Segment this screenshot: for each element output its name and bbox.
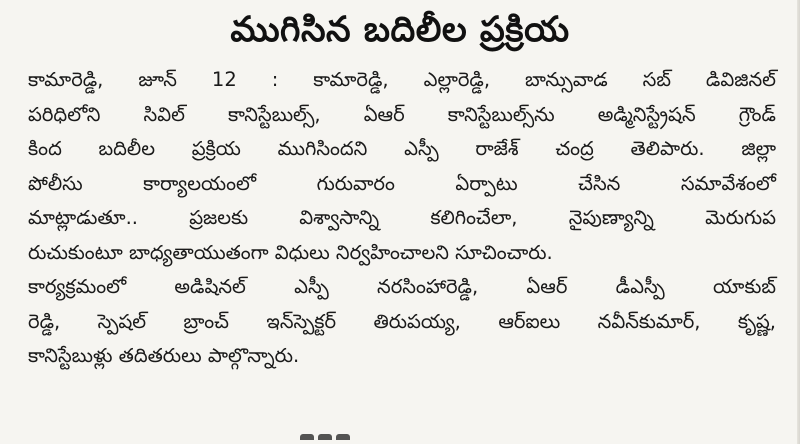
cut-off-next-article-fragment [300, 434, 420, 444]
article-headline: ముగిసిన బదిలీల ప్రక్రియ [230, 10, 570, 50]
article-line-6: రుచుకుంటూ బాధ్యతాయుతంగా విధులు నిర్వహించాలని సూచించారు. [28, 240, 553, 264]
article-line-7: కార్యక్రమంలో అడిషినల్ ఎస్పీ నరసింహారెడ్డి, ఏఆర్ డీఎస్పీ యాకుబ్ [28, 275, 776, 298]
article-line-8: రెడ్డి, స్పెషల్ బ్రాంచ్ ఇన్‌స్పెక్టర్ తిరుపయ్య, ఆర్ఐలు నవీన్‌కుమార్, కృష్ణ, [28, 309, 776, 333]
article-line-3: కింద బదిలీల ప్రక్రియ ముగిసిందని ఎస్పీ రాజేశ్ చంద్ర తెలిపారు. జిల్లా [28, 137, 776, 160]
article-line-4: పోలీసు కార్యాలయంలో గురువారం ఏర్పాటు చేసిన సమావేశంలో [28, 171, 776, 195]
article-line-9: కానిస్టేబుళ్లు తదితరులు పాల్గొన్నారు. [28, 344, 300, 367]
article-line-2: పరిధిలోని సివిల్ కానిస్టేబుల్స్, ఏఆర్ కానిస్టేబుల్స్‌ను అడ్మినిస్ట్రేషన్ గ్రౌండ్ [28, 102, 776, 126]
article-line-1: కామారెడ్డి, జూన్ 12 : కామారెడ్డి, ఎల్లారెడ్డి, బాన్సువాడ సబ్ డివిజినల్ [28, 68, 776, 91]
article-body [28, 63, 776, 374]
article-line-5: మాట్లాడుతూ.. ప్రజలకు విశ్వాసాన్ని కలిగించేలా, నైపుణ్యాన్ని మెరుగుప [28, 206, 776, 229]
